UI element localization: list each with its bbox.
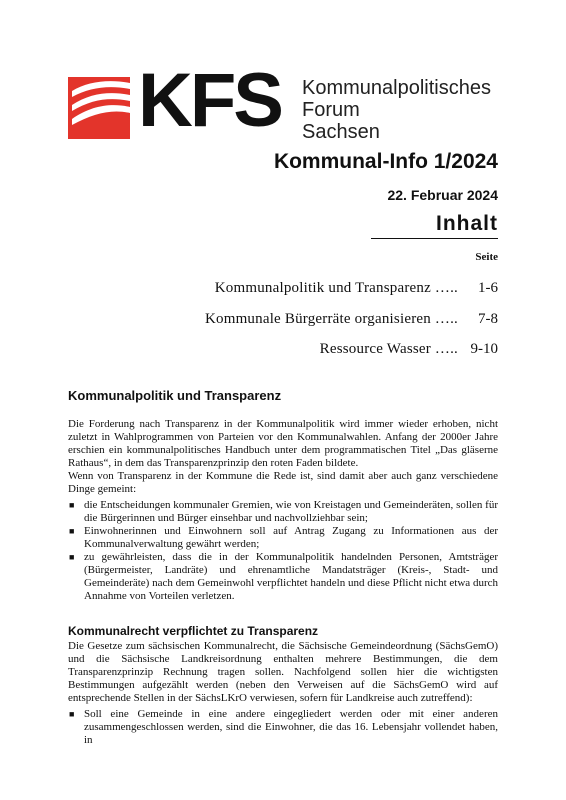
bullet-icon: ■ [69, 500, 75, 510]
bullet-icon: ■ [69, 526, 75, 536]
body-paragraph: Wenn von Transparenz in der Kommune die Rede ist, sind damit aber auch ganz verschiedene Dinge gemeint: [68, 470, 498, 495]
toc-entry-pages: 1-6 [478, 280, 498, 296]
list-item [68, 499, 498, 525]
publication-date: 22. Februar 2024 [387, 187, 498, 203]
subsection-heading: Kommunalrecht verpflichtet zu Transparenz [68, 624, 319, 638]
toc-entry-pages: 9-10 [470, 341, 498, 357]
bullet-list [68, 499, 498, 603]
toc-heading: Inhalt [436, 212, 498, 235]
publication-title: Kommunal-Info 1/2024 [273, 150, 498, 173]
section-heading: Kommunalpolitik und Transparenz [68, 388, 282, 403]
logo-organization-name [302, 77, 491, 143]
logo-line-2: Forum [302, 99, 360, 121]
bullet-icon: ■ [69, 709, 75, 719]
bullet-icon: ■ [69, 552, 75, 562]
logo-line-3: Sachsen [302, 121, 380, 143]
toc-entry-pages: 7-8 [478, 311, 498, 327]
list-item-text: die Entscheidungen kommunaler Gremien, wie von Kreistagen und Gemeinderäten, sollen für die Bürgerinnen und Bürger einsehbar und nachvollziehbar sein; [84, 499, 498, 524]
list-item [68, 525, 498, 551]
list-item-text: Einwohnerinnen und Einwohnern soll auf Antrag Zugang zu Informationen aus der Kommunalverwaltung gewährt werden; [84, 525, 498, 550]
list-item-text: Soll eine Gemeinde in eine andere eingegliedert werden oder mit einer anderen zusammengeschlossen werden, sind die Einwohner, die das 16. Lebensjahr vollendet haben, in [84, 708, 498, 746]
body-paragraph: Die Forderung nach Transparenz in der Kommunalpolitik wird immer wieder erhoben, nicht zuletzt in Wahlprogrammen von Parteien vor den Kommunalwahlen. Anfang der 2000er Jahre erschien ein kommunalpolitisches Handbuch unter dem programmatischen Titel „Das gläserne Rathaus“, in dem das Transparenzprinzip den roten Faden bildete. [68, 418, 498, 469]
logo-abbreviation: KFS [138, 58, 281, 143]
kfs-stripes-logo-icon [68, 77, 130, 139]
list-item [68, 551, 498, 603]
list-item-text: zu gewährleisten, dass die in der Kommunalpolitik handelnden Personen, Amtsträger (Bürgermeister, Landräte) und ehrenamtliche Mandatsträger (Kreis-, Stadt- und Gemeinderäte) nach dem Gemeinwohl verpflichtet handeln und diese Pflicht nicht etwa durch Annahme von Vorteilen verletzen. [84, 551, 498, 602]
toc-entry-title: Kommunalpolitik und Transparenz ….. [214, 280, 458, 296]
toc-page-label: Seite [475, 251, 498, 263]
logo-line-1: Kommunalpolitisches [302, 77, 491, 99]
list-item [68, 708, 498, 747]
bullet-list [68, 708, 498, 747]
toc-entry-title: Kommunale Bürgerräte organisieren ….. [204, 311, 458, 327]
toc-entry[interactable] [320, 341, 498, 358]
toc-entry[interactable] [215, 280, 498, 297]
toc-divider [371, 238, 498, 239]
toc-entry-title: Ressource Wasser ….. [319, 341, 458, 357]
kfs-logo [68, 58, 508, 147]
toc-entry[interactable] [205, 311, 498, 328]
body-paragraph: Die Gesetze zum sächsischen Kommunalrecht, die Sächsische Gemeindeordnung (SächsGemO) und die Sächsische Landkreisordnung enthalten mehrere Bestimmungen, die dem Transparenzprinzip Rechnung tragen sollen. Nachfolgend sollen hier die wichtigsten Bestimmungen aufgezählt werden (neben den Verweisen auf die SächsGemO wird auf entsprechende Stellen in der SächsLKrO verwiesen, sofern für Landkreise auch zutreffend): [68, 640, 498, 704]
